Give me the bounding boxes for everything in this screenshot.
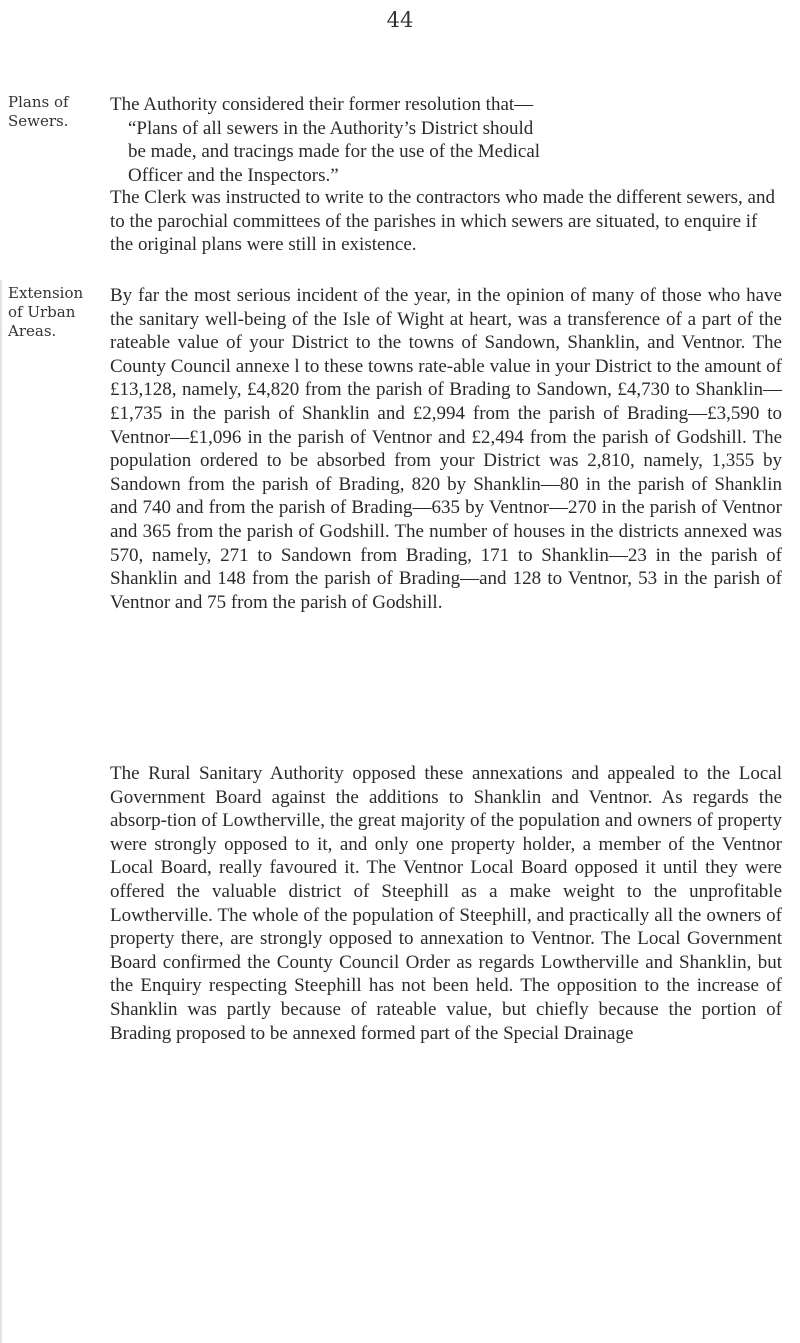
paragraph-clerk-instruction (110, 186, 782, 257)
quote-line: be made, and tracings made for the use of the Medical (128, 141, 541, 163)
paragraph-text: By far the most serious incident of the year, in the opinion of many of those who have the sanitary well-being of the Isle of Wight at heart, was a transference of a part of the rateable value of your District to the towns of Sandown, Shanklin, and Ventnor. The County Council annexe l to these towns rate-able value in your District to the amount of £13,128, namely, £4,820 from the parish of Brading to Sandown, £4,730 to Shanklin—£1,735 in the parish of Shanklin and £2,994 from the parish of Brading—£3,590 to Ventnor—£1,096 in the parish of Ventnor and £2,494 from the parish of Godshill. The population ordered to be absorbed from your District was 2,810, namely, 1,355 by Sandown from the parish of Brading, 820 by Shanklin—80 in the parish of Shanklin and 740 and from the parish of Brading—635 by Ventnor—270 in the parish of Ventnor and 365 from the parish of Godshill. The number of houses in the districts annexed was 570, namely, 271 to Sandown from Brading, 171 to Shanklin—23 in the parish of Shanklin and 148 from the parish of Brading—and 128 to Ventnor, 53 in the parish of Ventnor and 75 from the parish of Godshill. (110, 285, 782, 613)
margin-note-plans-of-sewers: Plans of Sewers. (8, 93, 69, 130)
paragraph-intro: The Authority considered their former resolution that— (110, 94, 534, 115)
paragraph-text: The Rural Sanitary Authority opposed these annexations and appealed to the Local Government Board against the additions to Shanklin and Ventnor. As regards the absorp-tion of Lowtherville, the great majority of the population and owners of property were strongly opposed to it, and only one property holder, a member of the Ventnor Local Board, really favoured it. The Ventnor Local Board opposed it until they were offered the valuable district of Steephill as a make weight to the unprofitable Lowtherville. The whole of the population of Steephill, and practically all the owners of property there, are strongly opposed to annexation to Ventnor. The Local Government Board confirmed the County Council Order as regards Lowtherville and Shanklin, but the Enquiry respecting Steephill has not been held. The opposition to the increase of Shanklin was partly because of rateable value, but chiefly because the portion of Brading proposed to be annexed formed part of the Special Drainage (110, 763, 782, 1044)
page-number: 44 (386, 8, 414, 32)
resolution-quote (110, 117, 782, 188)
page-binding-shadow (0, 280, 3, 1343)
quote-line: “Plans of all sewers in the Authority’s District should (128, 117, 534, 139)
paragraph-sewer-plans (110, 93, 782, 187)
paragraph-transference (110, 284, 782, 614)
margin-note-extension-of-urban-areas: Extension of Urban Areas. (8, 284, 84, 340)
paragraph-opposition (110, 762, 782, 1045)
paragraph-text: The Clerk was instructed to write to the contractors who made the different sewers, and to the parochial committees of the parishes in which sewers are situated, to enquire if the original plans were still in existence. (110, 187, 775, 256)
quote-line: Officer and the Inspectors.” (128, 164, 339, 186)
